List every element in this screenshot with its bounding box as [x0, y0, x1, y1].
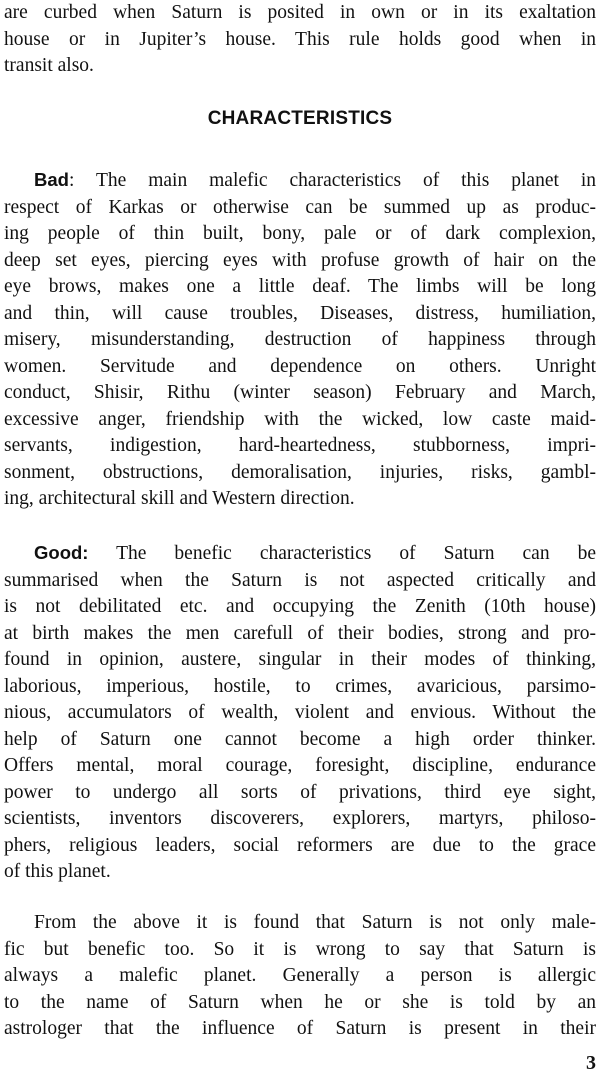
text-line: [4, 540, 596, 568]
text-line: nious, accumulators of wealth, violent and envious. Without the: [4, 702, 596, 723]
text-line: house or in Jupiter’s house. This rule holds good when in: [4, 28, 596, 50]
text-line: power to undergo all sorts of privations, third eye sight,: [4, 781, 596, 803]
text-line: deep set eyes, piercing eyes with profuse growth of hair on the: [4, 249, 596, 271]
text-line: [4, 167, 596, 195]
text-line: summarised when the Saturn is not aspected critically and: [4, 569, 596, 591]
text-line: always a malefic planet. Generally a person is allergic: [4, 965, 596, 986]
text-line: women. Servitude and dependence on others. Unright: [4, 355, 596, 377]
text-line: at birth makes the men carefull of their bodies, strong and pro-: [4, 622, 596, 644]
page-number: 3: [586, 1052, 596, 1074]
text-line: found in opinion, austere, singular in their modes of thinking,: [4, 649, 596, 670]
text-line: fic but benefic too. So it is wrong to say that Saturn is: [4, 938, 596, 960]
text-line: of this planet.: [4, 861, 111, 882]
bad-lead: Bad: [34, 169, 69, 190]
text-line: excessive anger, friendship with the wicked, low caste maid-: [4, 408, 596, 430]
text-line: phers, religious leaders, social reformers are due to the grace: [4, 834, 596, 856]
text-line: to the name of Saturn when he or she is told by an: [4, 991, 596, 1013]
text-line: servants, indigestion, hard-heartedness, stubborness, impri-: [4, 435, 596, 456]
good-lead: Good:: [34, 542, 89, 563]
text-line: ing, architectural skill and Western direction.: [4, 488, 355, 509]
good-first-line: The benefic characteristics of Saturn can be: [88, 543, 596, 564]
text-line: ing people of thin built, bony, pale or of dark complexion,: [4, 223, 596, 244]
text-line: laborious, imperious, hostile, to crimes, avaricious, parsimo-: [4, 675, 596, 697]
text-line: are curbed when Saturn is posited in own or in its exaltation: [4, 2, 596, 23]
text-line: help of Saturn one cannot become a high order thinker.: [4, 728, 596, 750]
text-line: From the above it is found that Saturn is not only male-: [34, 912, 596, 933]
text-line: eye brows, makes one a little deaf. The limbs will be long: [4, 276, 596, 297]
text-line: conduct, Shisir, Rithu (winter season) February and March,: [4, 382, 596, 403]
text-line: respect of Karkas or otherwise can be summed up as produc-: [4, 196, 596, 218]
conclusion-paragraph: [4, 910, 596, 1043]
text-line: Offers mental, moral courage, foresight, discipline, endurance: [4, 755, 596, 776]
intro-paragraph: [4, 0, 596, 80]
bad-paragraph: [4, 167, 596, 513]
text-line: is not debilitated etc. and occupying the Zenith (10th house): [4, 596, 596, 617]
text-line: and thin, will cause troubles, Diseases, distress, humiliation,: [4, 302, 596, 324]
bad-first-line: : The main malefic characteristics of this planet in: [68, 170, 596, 191]
text-line: scientists, inventors discoverers, explorers, martyrs, philoso-: [4, 808, 596, 829]
text-line: astrologer that the influence of Saturn is present in their: [4, 1018, 596, 1039]
section-heading: CHARACTERISTICS: [207, 108, 393, 129]
text-line: sonment, obstructions, demoralisation, injuries, risks, gambl-: [4, 461, 596, 483]
text-line: transit also.: [4, 55, 94, 76]
text-line: misery, misunderstanding, destruction of happiness through: [4, 329, 596, 350]
good-paragraph: [4, 540, 596, 886]
